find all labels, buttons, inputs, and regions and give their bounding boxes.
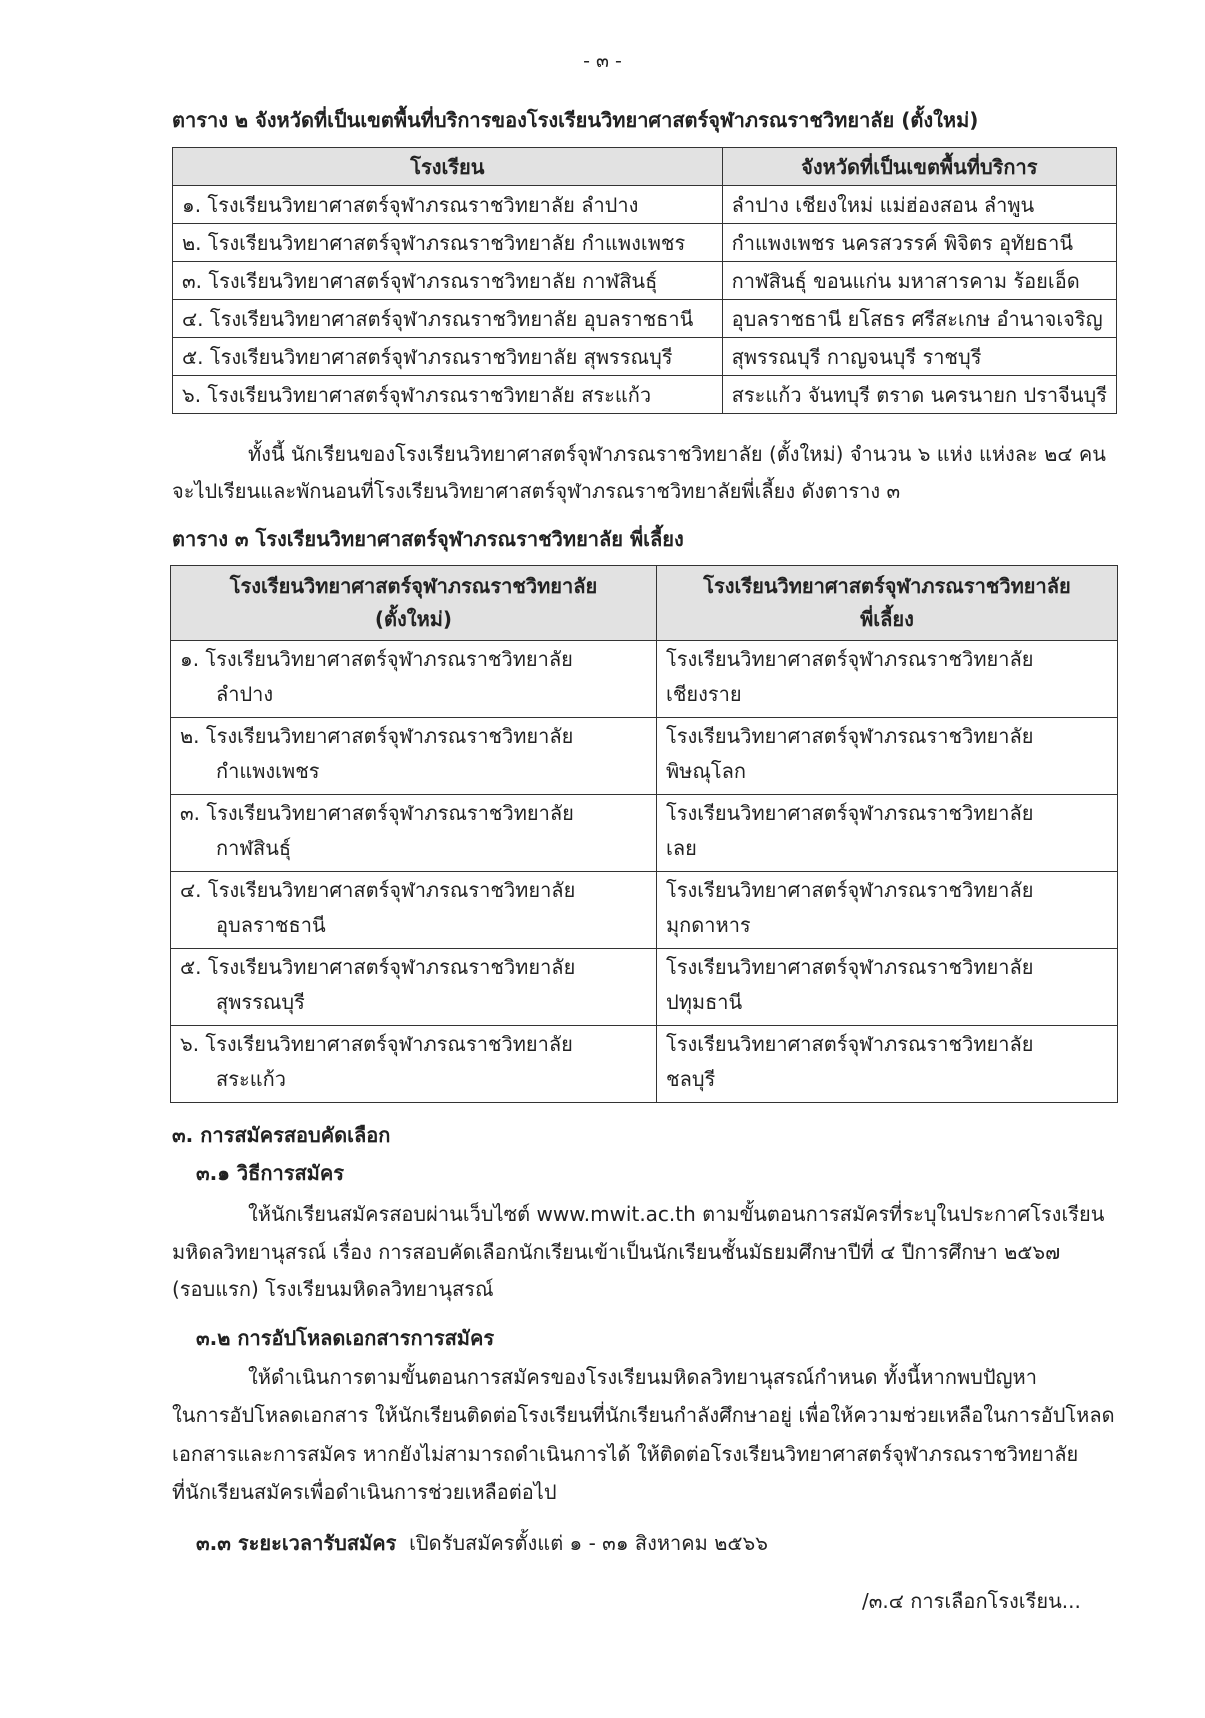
table-cell	[657, 641, 1118, 718]
section32-heading: ๓.๒ การอัปโหลดเอกสารการสมัคร	[196, 1326, 495, 1350]
table2	[172, 147, 1117, 414]
header-line: พี่เลี้ยง	[860, 607, 914, 631]
cell-line: โรงเรียนวิทยาศาสตร์จุฬาภรณราชวิทยาลัย	[666, 647, 1034, 671]
header-line: โรงเรียนวิทยาศาสตร์จุฬาภรณราชวิทยาลัย	[703, 574, 1071, 598]
section32-line-3: เอกสารและการสมัคร หากยังไม่สามารถดำเนินการได้ ให้ติดต่อโรงเรียนวิทยาศาสตร์จุฬาภรณราชวิทยาลัย	[172, 1442, 1079, 1466]
intro-line-1: ทั้งนี้ นักเรียนของโรงเรียนวิทยาศาสตร์จุฬาภรณราชวิทยาลัย (ตั้งใหม่) จำนวน ๖ แห่ง แห่งละ ๒๔ คน	[248, 442, 1106, 466]
table-cell	[657, 872, 1118, 949]
table-cell	[171, 718, 657, 795]
table-row	[171, 949, 1118, 1026]
table-row	[173, 338, 1117, 376]
table-cell	[657, 718, 1118, 795]
section33-line	[196, 1527, 768, 1559]
intro-line-2: จะไปเรียนและพักนอนที่โรงเรียนวิทยาศาสตร์จุฬาภรณราชวิทยาลัยพี่เลี้ยง ดังตาราง ๓	[172, 479, 901, 503]
table3	[170, 565, 1118, 1103]
section3-heading: ๓. การสมัครสอบคัดเลือก	[172, 1123, 391, 1147]
cell-line: โรงเรียนวิทยาศาสตร์จุฬาภรณราชวิทยาลัย	[666, 955, 1034, 979]
table3-caption: ตาราง ๓ โรงเรียนวิทยาศาสตร์จุฬาภรณราชวิทยาลัย พี่เลี้ยง	[172, 527, 684, 551]
cell-line: ๕. โรงเรียนวิทยาศาสตร์จุฬาภรณราชวิทยาลัย	[180, 955, 576, 979]
table-row	[173, 300, 1117, 338]
table-row	[173, 376, 1117, 414]
table-cell	[171, 949, 657, 1026]
cell-line: ชลบุรี	[666, 1067, 716, 1091]
table-cell: ๓. โรงเรียนวิทยาศาสตร์จุฬาภรณราชวิทยาลัย กาฬสินธุ์	[173, 262, 723, 300]
table-cell: สุพรรณบุรี กาญจนบุรี ราชบุรี	[722, 338, 1116, 376]
table-cell	[171, 872, 657, 949]
table-cell: ๑. โรงเรียนวิทยาศาสตร์จุฬาภรณราชวิทยาลัย ลำปาง	[173, 186, 723, 224]
cell-line: พิษณุโลก	[666, 759, 747, 783]
table-cell	[657, 949, 1118, 1026]
cell-line: ๖. โรงเรียนวิทยาศาสตร์จุฬาภรณราชวิทยาลัย	[180, 1032, 573, 1056]
table-cell: อุบลราชธานี ยโสธร ศรีสะเกษ อำนาจเจริญ	[722, 300, 1116, 338]
cell-line: กาฬสินธุ์	[216, 836, 292, 860]
cell-line: ๑. โรงเรียนวิทยาศาสตร์จุฬาภรณราชวิทยาลัย	[180, 647, 573, 671]
section32-line-1: ให้ดำเนินการตามขั้นตอนการสมัครของโรงเรียนมหิดลวิทยานุสรณ์กำหนด ทั้งนี้หากพบปัญหา	[248, 1365, 1037, 1389]
cell-line: โรงเรียนวิทยาศาสตร์จุฬาภรณราชวิทยาลัย	[666, 878, 1034, 902]
section31-line-2: มหิดลวิทยานุสรณ์ เรื่อง การสอบคัดเลือกนักเรียนเข้าเป็นนักเรียนชั้นมัธยมศึกษาปีที่ ๔ ปีการศึกษา ๒๕๖๗	[172, 1240, 1061, 1264]
cell-line: มุกดาหาร	[666, 913, 751, 937]
table-cell	[171, 795, 657, 872]
cell-line: โรงเรียนวิทยาศาสตร์จุฬาภรณราชวิทยาลัย	[666, 1032, 1034, 1056]
table-cell: สระแก้ว จันทบุรี ตราด นครนายก ปราจีนบุรี	[722, 376, 1116, 414]
section32-line-4: ที่นักเรียนสมัครเพื่อดำเนินการช่วยเหลือต่อไป	[172, 1480, 557, 1504]
cell-line: ลำปาง	[216, 682, 274, 706]
cell-line: ๔. โรงเรียนวิทยาศาสตร์จุฬาภรณราชวิทยาลัย	[180, 878, 576, 902]
section32-line-2: ในการอัปโหลดเอกสาร ให้นักเรียนติดต่อโรงเรียนที่นักเรียนกำลังศึกษาอยู่ เพื่อให้ความช่วยเหลือในการอัปโหลด	[172, 1403, 1115, 1427]
cell-line: สระแก้ว	[216, 1067, 286, 1091]
table-header-row	[173, 148, 1117, 186]
table-cell: ๒. โรงเรียนวิทยาศาสตร์จุฬาภรณราชวิทยาลัย กำแพงเพชร	[173, 224, 723, 262]
table-cell: กาฬสินธุ์ ขอนแก่น มหาสารคาม ร้อยเอ็ด	[722, 262, 1116, 300]
table-row	[171, 872, 1118, 949]
cell-line: สุพรรณบุรี	[216, 990, 305, 1014]
section31-heading: ๓.๑ วิธีการสมัคร	[196, 1161, 344, 1185]
table-cell: ๔. โรงเรียนวิทยาศาสตร์จุฬาภรณราชวิทยาลัย อุบลราชธานี	[173, 300, 723, 338]
table2-caption: ตาราง ๒ จังหวัดที่เป็นเขตพื้นที่บริการของโรงเรียนวิทยาศาสตร์จุฬาภรณราชวิทยาลัย (ตั้งใหม่)	[172, 108, 979, 132]
table-row	[171, 1026, 1118, 1103]
cell-line: กำแพงเพชร	[216, 759, 320, 783]
table-row	[171, 718, 1118, 795]
table-row	[173, 186, 1117, 224]
page-number: - ๓ -	[583, 50, 622, 72]
table-cell: กำแพงเพชร นครสวรรค์ พิจิตร อุทัยธานี	[722, 224, 1116, 262]
section33-heading: ๓.๓ ระยะเวลารับสมัคร	[196, 1531, 397, 1555]
table-row	[171, 641, 1118, 718]
cell-line: โรงเรียนวิทยาศาสตร์จุฬาภรณราชวิทยาลัย	[666, 724, 1034, 748]
table-header-cell: จังหวัดที่เป็นเขตพื้นที่บริการ	[722, 148, 1116, 186]
cell-line: ๒. โรงเรียนวิทยาศาสตร์จุฬาภรณราชวิทยาลัย	[180, 724, 574, 748]
table-header-cell	[171, 566, 657, 641]
table-row	[173, 224, 1117, 262]
table-cell: ๖. โรงเรียนวิทยาศาสตร์จุฬาภรณราชวิทยาลัย สระแก้ว	[173, 376, 723, 414]
section33-text: เปิดรับสมัครตั้งแต่ ๑ - ๓๑ สิงหาคม ๒๕๖๖	[409, 1531, 768, 1555]
table-cell: ๕. โรงเรียนวิทยาศาสตร์จุฬาภรณราชวิทยาลัย สุพรรณบุรี	[173, 338, 723, 376]
table-header-cell	[657, 566, 1118, 641]
table-row	[173, 262, 1117, 300]
header-line: โรงเรียนวิทยาศาสตร์จุฬาภรณราชวิทยาลัย	[229, 574, 598, 598]
cell-line: เชียงราย	[666, 682, 742, 706]
table-cell: ลำปาง เชียงใหม่ แม่ฮ่องสอน ลำพูน	[722, 186, 1116, 224]
cell-line: ๓. โรงเรียนวิทยาศาสตร์จุฬาภรณราชวิทยาลัย	[180, 801, 574, 825]
section31-line-1: ให้นักเรียนสมัครสอบผ่านเว็บไซต์ www.mwit.ac.th ตามขั้นตอนการสมัครที่ระบุในประกาศโรงเรียน	[248, 1202, 1105, 1226]
cell-line: เลย	[666, 836, 697, 860]
table-header-cell: โรงเรียน	[173, 148, 723, 186]
cell-line: อุบลราชธานี	[216, 913, 326, 937]
section31-line-3: (รอบแรก) โรงเรียนมหิดลวิทยานุสรณ์	[172, 1277, 494, 1301]
table-cell	[657, 795, 1118, 872]
continuation-note: /๓.๔ การเลือกโรงเรียน...	[862, 1589, 1081, 1613]
table-cell	[171, 641, 657, 718]
header-line: (ตั้งใหม่)	[374, 607, 453, 631]
table-cell	[171, 1026, 657, 1103]
cell-line: ปทุมธานี	[666, 990, 743, 1014]
table-header-row	[171, 566, 1118, 641]
cell-line: โรงเรียนวิทยาศาสตร์จุฬาภรณราชวิทยาลัย	[666, 801, 1034, 825]
table-cell	[657, 1026, 1118, 1103]
table-row	[171, 795, 1118, 872]
